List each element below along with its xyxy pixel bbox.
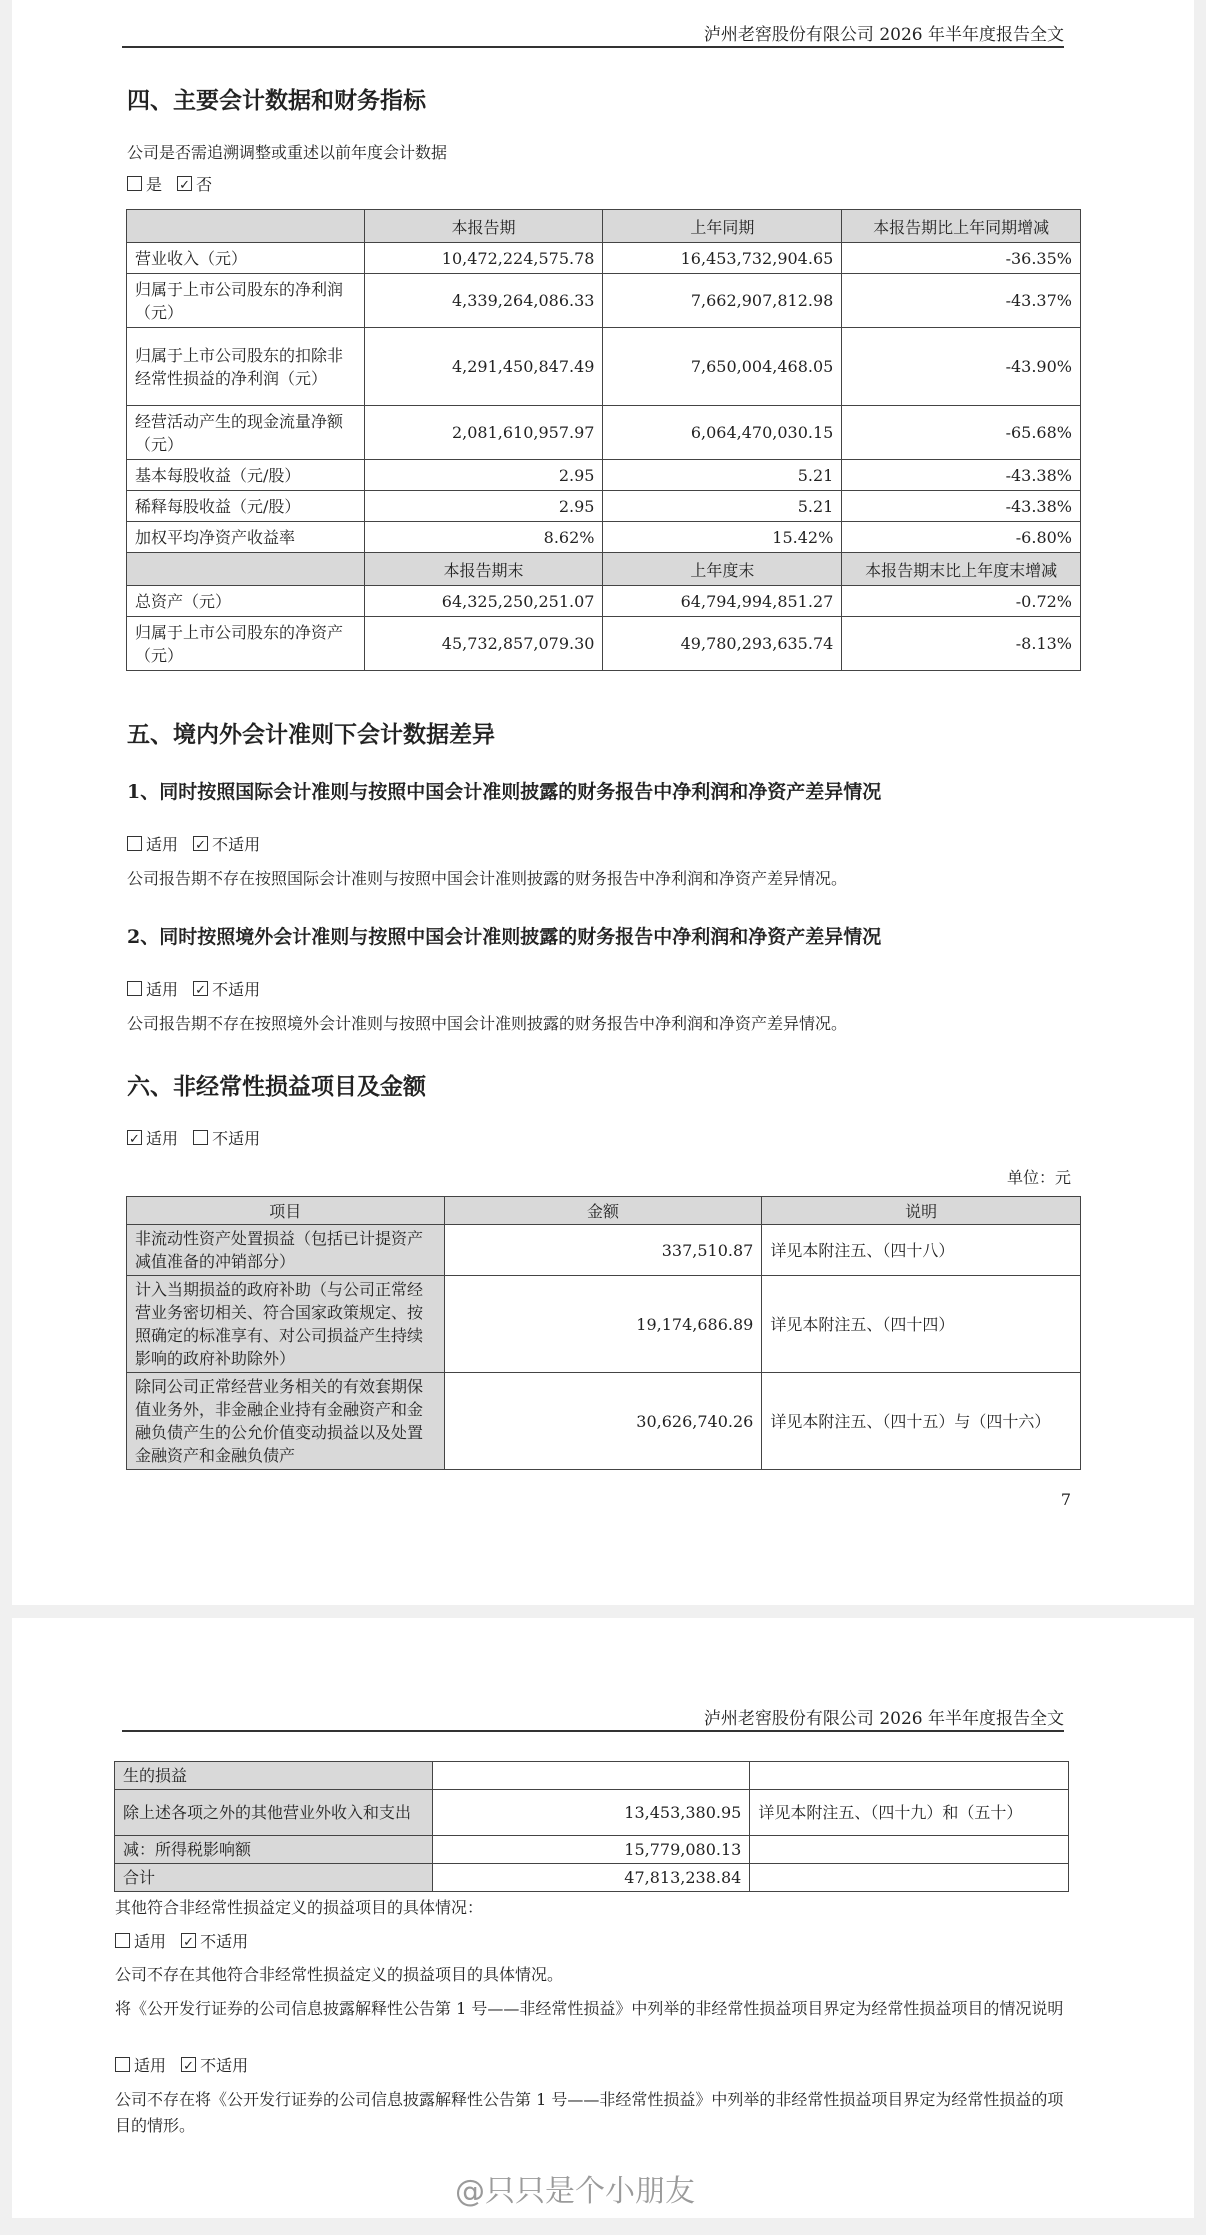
option-not-applicable: 不适用: [212, 1129, 261, 1148]
checkbox-checked-icon: [177, 176, 192, 191]
cell-value: 64,325,250,251.07: [364, 586, 603, 617]
cell-value: 2.95: [364, 491, 603, 522]
cell-value: 15.42%: [603, 522, 842, 553]
option-not-applicable: 不适用: [200, 2056, 249, 2075]
option-yes: 是: [146, 175, 163, 194]
section-4-title: 四、主要会计数据和财务指标: [127, 87, 426, 114]
checkbox-checked-icon: [181, 2057, 196, 2072]
option-not-applicable: 不适用: [212, 980, 261, 999]
restatement-question: 公司是否需追溯调整或重述以前年度会计数据: [127, 143, 448, 162]
option-not-applicable: 不适用: [200, 1932, 249, 1951]
other-items-text: 公司不存在其他符合非经常性损益定义的损益项目的具体情况。: [115, 1965, 564, 1984]
cell-value: [432, 1762, 750, 1790]
table-header-cell: 项目: [127, 1197, 445, 1225]
cell-note: 详见本附注五、（四十九）和（五十）: [750, 1790, 1069, 1836]
checkbox-checked-icon: [127, 1130, 142, 1145]
cell-value: 7,662,907,812.98: [603, 274, 842, 328]
cell-value: -43.90%: [842, 328, 1081, 406]
row-label: 归属于上市公司股东的净利润（元）: [127, 274, 365, 328]
page-header: 泸州老窖股份有限公司 2026 年半年度报告全文: [703, 25, 1064, 45]
table-row: [115, 1762, 1069, 1790]
sub1-text: 公司报告期不存在按照国际会计准则与按照中国会计准则披露的财务报告中净利润和净资产差异情况。: [127, 869, 848, 888]
option-applicable: 适用: [146, 980, 179, 999]
header-divider: [122, 46, 1064, 48]
watermark: @只只是个小朋友: [455, 2174, 695, 2209]
table-row: [127, 1373, 1081, 1470]
page-number: 7: [1060, 1490, 1071, 1509]
cell-value: -65.68%: [842, 406, 1081, 460]
row-label: 合计: [115, 1864, 433, 1892]
checkbox-unchecked-icon: [127, 981, 142, 996]
table-row: [127, 406, 1081, 460]
table-row: [115, 1790, 1069, 1836]
cell-value: 7,650,004,468.05: [603, 328, 842, 406]
define-title: 将《公开发行证券的公司信息披露解释性公告第 1 号——非经常性损益》中列举的非经常性损益项目界定为经常性损益项目的情况说明: [115, 1999, 1064, 2018]
row-label: 生的损益: [115, 1762, 433, 1790]
define-text: 公司不存在将《公开发行证券的公司信息披露解释性公告第 1 号——非经常性损益》中列举的非经常性损益项目界定为经常性损益的项目的情形。: [115, 2090, 1064, 2135]
cell-value: 15,779,080.13: [432, 1836, 750, 1864]
option-applicable: 适用: [146, 835, 179, 854]
table-row: [127, 243, 1081, 274]
cell-value: 2.95: [364, 460, 603, 491]
cell-value: 30,626,740.26: [444, 1373, 762, 1470]
row-label: 除上述各项之外的其他营业外收入和支出: [115, 1790, 433, 1836]
table-row: [115, 1836, 1069, 1864]
cell-note: [750, 1836, 1069, 1864]
option-not-applicable: 不适用: [212, 835, 261, 854]
row-label: 除同公司正常经营业务相关的有效套期保值业务外，非金融企业持有金融资产和金融负债产生的公允价值变动损益以及处置金融资产和金融负债产: [127, 1373, 445, 1470]
cell-value: 64,794,994,851.27: [603, 586, 842, 617]
cell-value: -43.37%: [842, 274, 1081, 328]
row-label: 归属于上市公司股东的净资产（元）: [127, 617, 365, 671]
checkbox-unchecked-icon: [115, 1933, 130, 1948]
option-applicable: 适用: [146, 1129, 179, 1148]
table-header-row: [127, 1197, 1081, 1225]
cell-value: -43.38%: [842, 491, 1081, 522]
row-label: 营业收入（元）: [127, 243, 365, 274]
restatement-options: [127, 172, 212, 198]
section-6-options: [127, 1126, 260, 1152]
other-items-title: 其他符合非经常性损益定义的损益项目的具体情况：: [115, 1898, 484, 1917]
cell-value: 19,174,686.89: [444, 1276, 762, 1373]
row-label: 归属于上市公司股东的扣除非经常性损益的净利润（元）: [127, 328, 365, 406]
cell-note: [750, 1864, 1069, 1892]
table-header-cell: 上年度末: [603, 553, 842, 586]
checkbox-checked-icon: [193, 836, 208, 851]
table-row: [127, 586, 1081, 617]
table-header-cell: 本报告期比上年同期增减: [842, 210, 1081, 243]
checkbox-unchecked-icon: [115, 2057, 130, 2072]
sub1-options: [127, 832, 260, 858]
row-label: 减：所得税影响额: [115, 1836, 433, 1864]
table-row: [115, 1864, 1069, 1892]
cell-note: 详见本附注五、（四十四）: [762, 1276, 1081, 1373]
row-label: 加权平均净资产收益率: [127, 522, 365, 553]
cell-value: 5.21: [603, 491, 842, 522]
report-page-1: [12, 0, 1194, 1605]
cell-value: -0.72%: [842, 586, 1081, 617]
table-row: [127, 328, 1081, 406]
table-header-cell: 上年同期: [603, 210, 842, 243]
table-header-cell: 说明: [762, 1197, 1081, 1225]
section-5-sub1-title: 1、同时按照国际会计准则与按照中国会计准则披露的财务报告中净利润和净资产差异情况: [127, 781, 882, 803]
cell-value: 8.62%: [364, 522, 603, 553]
cell-value: 337,510.87: [444, 1225, 762, 1276]
cell-value: 10,472,224,575.78: [364, 243, 603, 274]
cell-value: 6,064,470,030.15: [603, 406, 842, 460]
cell-value: 49,780,293,635.74: [603, 617, 842, 671]
checkbox-checked-icon: [193, 981, 208, 996]
checkbox-unchecked-icon: [127, 176, 142, 191]
option-no: 否: [196, 175, 213, 194]
table-row: [127, 522, 1081, 553]
sub2-text: 公司报告期不存在按照境外会计准则与按照中国会计准则披露的财务报告中净利润和净资产差异情况。: [127, 1014, 848, 1033]
cell-value: -6.80%: [842, 522, 1081, 553]
define-options: [115, 2053, 248, 2079]
row-label: 非流动性资产处置损益（包括已计提资产减值准备的冲销部分）: [127, 1225, 445, 1276]
table-header-cell: 本报告期末比上年度末增减: [842, 553, 1081, 586]
section-5-sub2-title: 2、同时按照境外会计准则与按照中国会计准则披露的财务报告中净利润和净资产差异情况: [127, 926, 882, 948]
non-recurring-items-table-continued: [114, 1761, 1069, 1892]
header-divider: [122, 1730, 1064, 1732]
row-label: 稀释每股收益（元/股）: [127, 491, 365, 522]
row-label: 计入当期损益的政府补助（与公司正常经营业务密切相关、符合国家政策规定、按照确定的标准享有、对公司损益产生持续影响的政府补助除外）: [127, 1276, 445, 1373]
option-applicable: 适用: [134, 2056, 167, 2075]
cell-note: 详见本附注五、（四十八）: [762, 1225, 1081, 1276]
table-header-cell: 本报告期末: [364, 553, 603, 586]
cell-value: 13,453,380.95: [432, 1790, 750, 1836]
financial-indicators-table: [126, 209, 1081, 671]
option-applicable: 适用: [134, 1932, 167, 1951]
cell-value: -8.13%: [842, 617, 1081, 671]
section-6-title: 六、非经常性损益项目及金额: [127, 1073, 426, 1100]
other-items-options: [115, 1929, 248, 1955]
unit-label: 单位：元: [1006, 1168, 1071, 1187]
sub2-options: [127, 977, 260, 1003]
row-label: 经营活动产生的现金流量净额（元）: [127, 406, 365, 460]
table-header-cell: 本报告期: [364, 210, 603, 243]
table-header-cell: [127, 553, 365, 586]
cell-value: -36.35%: [842, 243, 1081, 274]
cell-value: 5.21: [603, 460, 842, 491]
checkbox-unchecked-icon: [193, 1130, 208, 1145]
checkbox-checked-icon: [181, 1933, 196, 1948]
page-header: 泸州老窖股份有限公司 2026 年半年度报告全文: [703, 1709, 1064, 1729]
checkbox-unchecked-icon: [127, 836, 142, 851]
cell-value: 16,453,732,904.65: [603, 243, 842, 274]
table-header-cell: 金额: [444, 1197, 762, 1225]
table-subheader-row: [127, 553, 1081, 586]
cell-value: -43.38%: [842, 460, 1081, 491]
non-recurring-items-table: [126, 1196, 1081, 1470]
table-row: [127, 1276, 1081, 1373]
cell-value: 47,813,238.84: [432, 1864, 750, 1892]
row-label: 总资产（元）: [127, 586, 365, 617]
table-row: [127, 491, 1081, 522]
table-header-cell: [127, 210, 365, 243]
cell-value: 2,081,610,957.97: [364, 406, 603, 460]
cell-value: 4,339,264,086.33: [364, 274, 603, 328]
table-row: [127, 460, 1081, 491]
cell-note: 详见本附注五、（四十五）与（四十六）: [762, 1373, 1081, 1470]
cell-value: 4,291,450,847.49: [364, 328, 603, 406]
table-row: [127, 1225, 1081, 1276]
row-label: 基本每股收益（元/股）: [127, 460, 365, 491]
cell-value: 45,732,857,079.30: [364, 617, 603, 671]
table-header-row: [127, 210, 1081, 243]
section-5-title: 五、境内外会计准则下会计数据差异: [127, 721, 495, 748]
cell-note: [750, 1762, 1069, 1790]
table-row: [127, 274, 1081, 328]
table-row: [127, 617, 1081, 671]
